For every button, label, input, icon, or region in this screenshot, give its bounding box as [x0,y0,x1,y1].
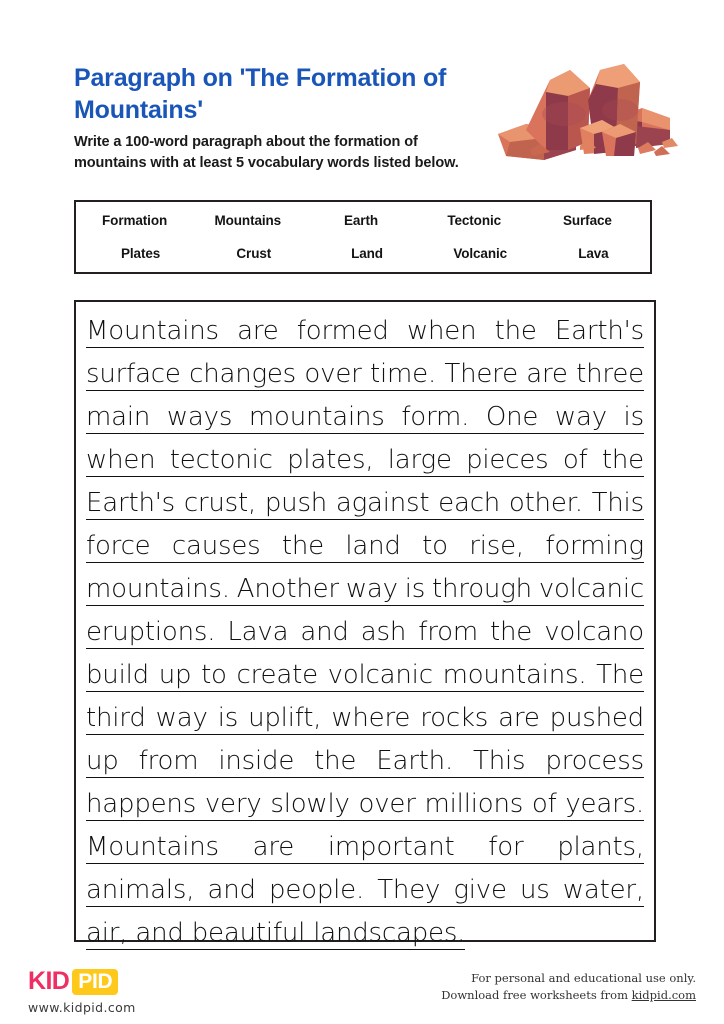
answer-word: is [217,703,239,733]
answer-word: create [236,660,318,690]
answer-word: Another [236,574,339,604]
answer-word: One [485,402,539,432]
logo-pid-badge: PID [72,969,118,995]
answer-word: rocks [420,703,489,733]
page-footer [0,960,724,1024]
answer-line [86,402,644,434]
answer-word: the [494,316,537,346]
answer-word: the [490,617,533,647]
answer-word: plants, [557,832,644,862]
answer-line [86,875,644,907]
answer-word: surface [86,359,181,389]
logo-website-url: www.kidpid.com [28,1000,136,1015]
kidpid-logo [28,968,243,1015]
answer-word: the [601,445,644,475]
answer-word: They [377,875,441,905]
answer-word: the [281,531,324,561]
answer-word: formed [296,316,389,346]
answer-word: changes [189,359,297,389]
vocab-word: Tectonic [447,213,502,228]
answer-word: give [453,875,507,905]
answer-paragraph-box[interactable] [74,300,656,948]
answer-word: air, and beautiful landscapes. [86,918,466,948]
answer-word: when [406,316,477,346]
answer-word: happens [86,789,197,819]
answer-word: ways [166,402,233,432]
instructions-text: Write a 100-word paragraph about the formation of mountains with at least 5 vocabulary words listed below. [74,134,459,171]
answer-line [86,703,644,735]
answer-word: causes [171,531,261,561]
answer-word: Mountains [86,832,219,862]
answer-word: main [86,402,151,432]
answer-line [86,445,644,477]
answer-word: This [473,746,526,776]
answer-word: from [138,746,199,776]
answer-word: This [591,488,644,518]
answer-word: is [623,402,644,432]
answer-word: through [432,574,532,604]
vocab-word: Plates [121,246,161,261]
vocab-word: Land [351,246,383,261]
answer-line [86,660,644,692]
answer-word: us [519,875,550,905]
vocab-word: Surface [562,213,612,228]
answer-word: volcano [544,617,644,647]
answer-word: the [314,746,357,776]
answer-word: eruptions. [86,617,216,647]
vocab-word: Formation [102,213,168,228]
mountain-rocks-icon [484,56,680,164]
answer-line [86,832,644,864]
logo-kid-text: KID [28,967,70,995]
answer-word: volcanic [327,660,433,690]
answer-word: third [86,703,146,733]
answer-word: There [444,359,518,389]
answer-word: against [335,488,430,518]
answer-word: people. [269,875,365,905]
answer-word: process [545,746,644,776]
answer-word: way [554,402,607,432]
answer-word: ash [360,617,407,647]
answer-word: time. [370,359,437,389]
answer-word: way [155,703,208,733]
answer-line [86,617,644,649]
answer-word: form. [401,402,470,432]
answer-word: build [86,660,149,690]
answer-word: animals, [86,875,195,905]
answer-word: and [207,875,256,905]
answer-word: push [264,488,328,518]
answer-word: to [422,531,448,561]
vocab-word: Earth [343,213,378,228]
answer-word: and [300,617,349,647]
answer-line [86,918,644,951]
answer-line [86,488,644,520]
answer-line [86,316,644,348]
answer-word: up [158,660,192,690]
answer-word: plates, [287,445,374,475]
answer-word: water, [562,875,644,905]
answer-line [86,574,644,606]
answer-word: pushed [549,703,644,733]
answer-word: up [86,746,119,776]
answer-word: Earth's [554,316,644,346]
answer-word: The [596,660,644,690]
answer-line [86,531,644,563]
answer-word: tectonic [169,445,273,475]
legal-line-1: For personal and educational use only. [471,971,696,985]
answer-word: are [526,359,568,389]
answer-word: for [488,832,524,862]
answer-word: mountains [248,402,385,432]
answer-word: pieces [466,445,549,475]
answer-word: rise, [469,531,524,561]
answer-word: Lava [227,617,289,647]
answer-word: of [562,445,588,475]
answer-word: land [345,531,401,561]
vocab-word: Lava [578,246,609,261]
answer-word: is [404,574,426,604]
answer-word: important [327,832,455,862]
page-title: Paragraph on 'The Formation of Mountains' [74,64,447,124]
answer-word: large [387,445,452,475]
answer-word: are [498,703,540,733]
answer-word: millions [424,789,524,819]
answer-word: when [86,445,156,475]
answer-word: are [237,316,279,346]
vocabulary-box [74,200,652,274]
answer-word: Earth. [376,746,454,776]
answer-word: where [331,703,411,733]
answer-word: crust, [183,488,257,518]
answer-word: mountains. [86,574,230,604]
answer-word: Earth's [86,488,176,518]
answer-word: from [418,617,478,647]
footer-legal-text [441,970,696,1005]
answer-word: slowly [270,789,350,819]
answer-word: mountains. [442,660,587,690]
answer-word: over [304,359,362,389]
answer-line [86,359,644,391]
answer-word: forming [545,531,644,561]
answer-word: Mountains [86,316,219,346]
answer-word: of [531,789,557,819]
answer-word: force [86,531,151,561]
answer-word: years. [565,789,644,819]
vocab-word: Volcanic [453,246,508,261]
answer-word: uplift, [248,703,322,733]
answer-line [86,746,644,778]
answer-word: way [345,574,398,604]
vocabulary-grid [76,202,650,272]
answer-word: to [201,660,227,690]
answer-word: are [252,832,295,862]
answer-word: each [438,488,501,518]
answer-text [86,316,644,951]
answer-word: very [204,789,262,819]
vocab-word: Mountains [214,213,282,228]
answer-line [86,789,644,821]
answer-word: inside [218,746,295,776]
answer-word: three [576,359,644,389]
answer-word: over [358,789,416,819]
answer-word: volcanic [538,574,644,604]
legal-line-2 [441,987,696,1004]
kidpid-link[interactable]: kidpid.com [631,988,696,1003]
answer-word: other. [508,488,583,518]
vocab-word: Crust [236,246,272,261]
legal-prefix: Download free worksheets from [441,988,632,1003]
